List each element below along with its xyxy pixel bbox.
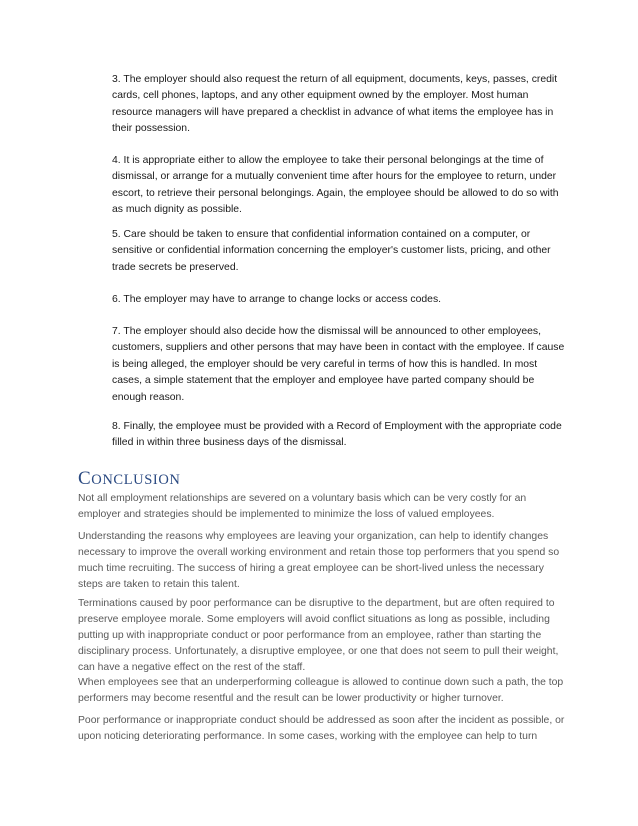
conclusion-paragraph-2: Understanding the reasons why employees are leaving your organization, can help to identify changes necessary to improve the overall working environment and retain those top performers that you spend so much time recruiting. The success of hiring a great employee can be short-lived unless the necessary steps are taken to retain this talent. bbox=[78, 531, 560, 591]
heading-rest: ONCLUSION bbox=[91, 472, 181, 488]
conclusion-paragraph-3: Terminations caused by poor performance can be disruptive to the department, but are often required to preserve employee morale. Some employers will avoid conflict situations as long as possible, including putting up with inappropriate conduct or poor performance from an employee, rather than starting the disciplinary process. Unfortunately, a disruptive employee, or one that does not seem to pull their weight, can have a negative effect on the rest of the staff. bbox=[78, 598, 559, 674]
heading-initial: C bbox=[78, 468, 92, 489]
numbered-item-6: 6. The employer may have to arrange to change locks or access codes. bbox=[112, 294, 442, 305]
numbered-item-7: 7. The employer should also decide how the dismissal will be announced to other employees, customers, suppliers and other persons that may have been in contact with the employee. If cause is being alleged, the employer should be very careful in terms of how this is handled. In most cases, a simple statement that the employer and employee have parted company should be enough reason. bbox=[112, 326, 565, 403]
conclusion-paragraph-4: When employees see that an underperforming colleague is allowed to continue down such a path, the top performers may become resentful and the result can be lower productivity or higher turnover. bbox=[78, 677, 564, 705]
numbered-item-5: 5. Care should be taken to ensure that confidential information contained on a computer, or sensitive or confidential information concerning the employer's customer lists, pricing, and other trade secrets be preserved. bbox=[112, 229, 551, 273]
numbered-item-8: 8. Finally, the employee must be provided with a Record of Employment with the appropriate code filled in within three business days of the dismissal. bbox=[112, 421, 562, 449]
conclusion-paragraph-5: Poor performance or inappropriate conduct should be addressed as soon after the incident as possible, or upon noticing deteriorating performance. In some cases, working with the employee can help to turn bbox=[78, 715, 565, 743]
numbered-item-3: 3. The employer should also request the return of all equipment, documents, keys, passes, credit cards, cell phones, laptops, and any other equipment owned by the employer. Most human resource managers will have prepared a checklist in advance of what items the employee has in their possession. bbox=[112, 74, 558, 135]
conclusion-paragraph-1: Not all employment relationships are severed on a voluntary basis which can be very costly for an employer and strategies should be implemented to minimize the loss of valued employees. bbox=[78, 493, 527, 521]
numbered-item-4: 4. It is appropriate either to allow the employee to take their personal belongings at the time of dismissal, or arrange for a mutually convenient time after hours for the employee to return, under escort, to retrieve their personal belongings. Again, the employee should be allowed to do so with as much dignity as possible. bbox=[112, 155, 559, 216]
conclusion-heading bbox=[78, 468, 180, 491]
